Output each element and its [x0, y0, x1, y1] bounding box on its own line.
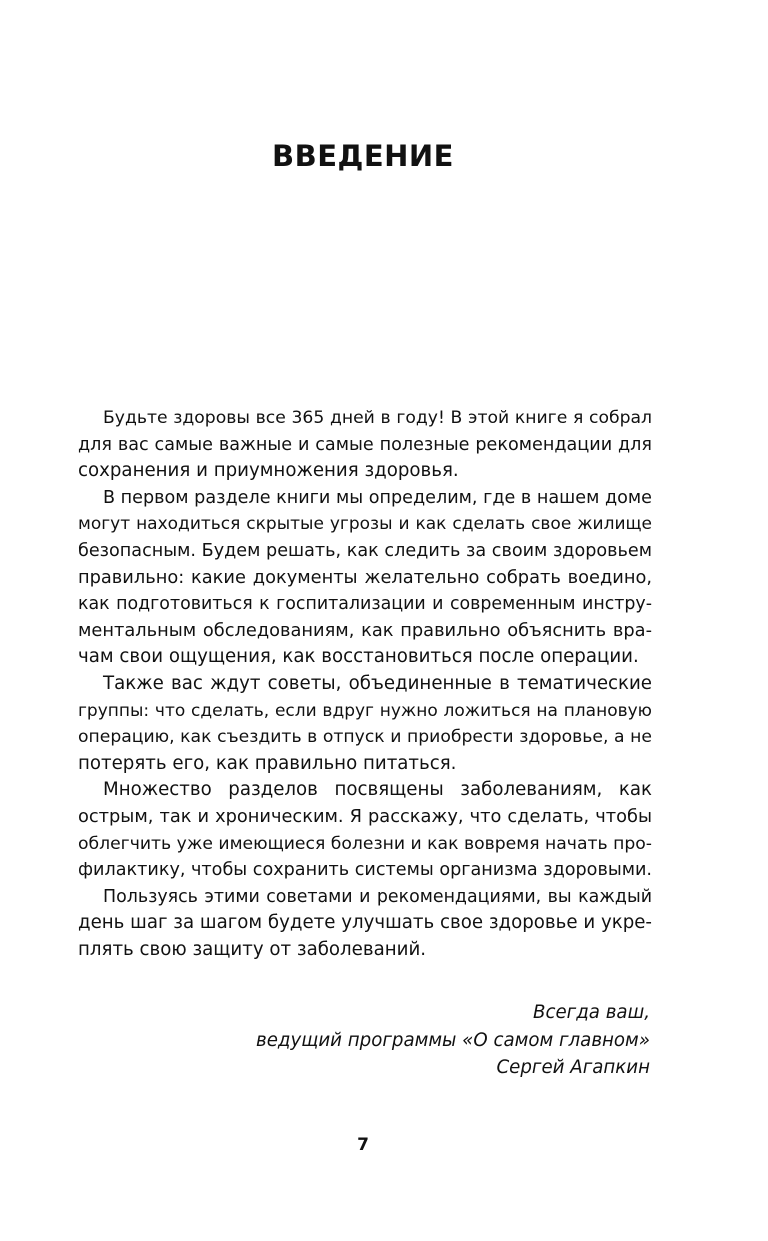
- signature-closing: Всегда ваш,: [532, 1002, 650, 1023]
- text-line: Будьте здоровы все 365 дней в году! В этой книге я собрал: [103, 408, 652, 428]
- text-line: Множество разделов посвящены заболеваниям, как: [103, 779, 652, 801]
- text-line: Пользуясь этими советами и рекомендациями, вы каждый: [103, 886, 652, 907]
- text-line: плять свою защиту от заболеваний.: [78, 938, 427, 960]
- chapter-title: ВВЕДЕНИЕ: [271, 139, 454, 173]
- text-line: операцию, как съездить в отпуск и приобрести здоровье, а не: [78, 727, 652, 748]
- text-line: день шаг за шагом будете улучшать свое здоровье и укре-: [78, 912, 652, 934]
- text-line: безопасным. Будем решать, как следить за своим здоровьем: [78, 540, 652, 561]
- paragraph-3: [78, 671, 652, 777]
- text-line: сохранения и приумножения здоровья.: [78, 460, 459, 482]
- page-number: 7: [357, 1135, 369, 1155]
- signature-name: Сергей Агапкин: [496, 1057, 650, 1078]
- text-line: облегчить уже имеющиеся болезни и как вовремя начать про-: [78, 833, 652, 854]
- text-line: ментальным обследованиям, как правильно объяснить вра-: [78, 619, 652, 641]
- text-line: для вас самые важные и самые полезные рекомендации для: [78, 434, 652, 455]
- paragraph-5: [78, 884, 652, 964]
- text-line: Также вас ждут советы, объединенные в тематические: [103, 672, 652, 694]
- author-signature: [256, 999, 650, 1082]
- text-line: группы: что сделать, если вдруг нужно ложиться на плановую: [78, 700, 652, 721]
- paragraph-1: [78, 405, 652, 485]
- paragraph-2: [78, 485, 652, 671]
- text-line: потерять его, как правильно питаться.: [78, 752, 457, 774]
- text-line: правильно: какие документы желательно собрать воедино,: [78, 566, 652, 588]
- signature-role: ведущий программы «О самом главном»: [255, 1029, 650, 1051]
- paragraph-4: [78, 777, 652, 883]
- text-line: острым, так и хроническим. Я расскажу, что сделать, чтобы: [78, 805, 652, 827]
- text-line: могут находиться скрытые угрозы и как сделать свое жилище: [78, 514, 652, 535]
- text-line: как подготовиться к госпитализации и современным инстру-: [78, 594, 652, 615]
- text-line: В первом разделе книги мы определим, где в нашем доме: [103, 487, 652, 508]
- text-line: чам свои ощущения, как восстановиться после операции.: [78, 646, 639, 668]
- text-line: филактику, чтобы сохранить системы организма здоровыми.: [78, 860, 653, 881]
- chapter-body: [78, 405, 652, 963]
